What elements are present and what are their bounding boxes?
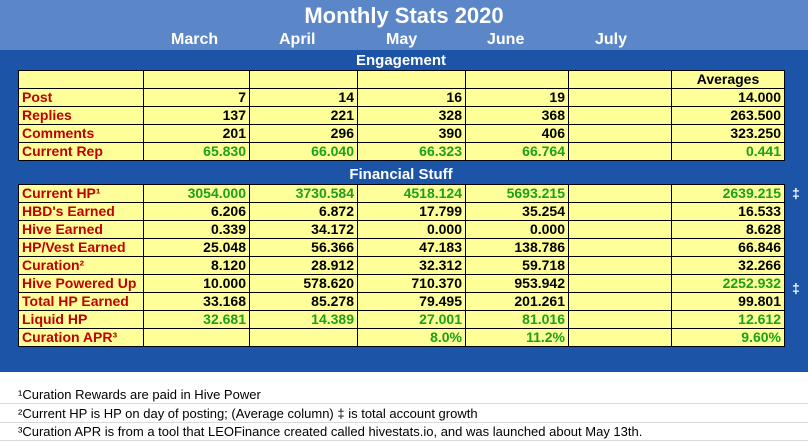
value-cell: 296 <box>250 125 358 143</box>
month-header-april: April <box>279 31 316 48</box>
value-cell: 8.0% <box>358 329 466 347</box>
value-cell <box>569 221 672 239</box>
value-cell: 4518.124 <box>358 185 466 203</box>
value-cell: 16 <box>358 89 466 107</box>
footnotes <box>0 372 808 442</box>
value-cell: 0.000 <box>466 221 569 239</box>
averages-header: Averages <box>672 71 785 89</box>
value-cell: 323.250 <box>672 125 785 143</box>
value-cell: 137 <box>144 107 250 125</box>
value-cell: 10.000 <box>144 275 250 293</box>
value-cell: 6.206 <box>144 203 250 221</box>
value-cell: 27.001 <box>358 311 466 329</box>
empty-cell <box>358 71 466 89</box>
empty-cell <box>250 71 358 89</box>
value-cell: 81.016 <box>466 311 569 329</box>
empty-cell <box>19 71 144 89</box>
value-cell: 2639.215 <box>672 185 785 203</box>
value-cell: 263.500 <box>672 107 785 125</box>
value-cell: 66.764 <box>466 143 569 161</box>
value-cell: 33.168 <box>144 293 250 311</box>
row-label: Hive Earned <box>19 221 144 239</box>
table-row <box>19 89 785 107</box>
value-cell: 3054.000 <box>144 185 250 203</box>
value-cell: 14.389 <box>250 311 358 329</box>
value-cell <box>569 203 672 221</box>
value-cell <box>569 89 672 107</box>
footnote-1: ¹Curation Rewards are paid in Hive Power <box>0 386 808 404</box>
value-cell: 16.533 <box>672 203 785 221</box>
table-row <box>19 143 785 161</box>
value-cell: 25.048 <box>144 239 250 257</box>
value-cell: 201.261 <box>466 293 569 311</box>
value-cell: 99.801 <box>672 293 785 311</box>
value-cell: 14.000 <box>672 89 785 107</box>
value-cell: 0.000 <box>358 221 466 239</box>
table-row <box>19 203 785 221</box>
row-label: Replies <box>19 107 144 125</box>
value-cell: 5693.215 <box>466 185 569 203</box>
value-cell <box>569 239 672 257</box>
value-cell: 59.718 <box>466 257 569 275</box>
value-cell: 85.278 <box>250 293 358 311</box>
table-header-row <box>19 71 785 89</box>
table-row <box>19 329 785 347</box>
row-label: Curation² <box>19 257 144 275</box>
value-cell: 66.040 <box>250 143 358 161</box>
row-label: Current HP¹ <box>19 185 144 203</box>
section-header-engagement: Engagement <box>18 51 784 70</box>
table-row <box>19 125 785 143</box>
row-label: Hive Powered Up <box>19 275 144 293</box>
value-cell: 0.339 <box>144 221 250 239</box>
value-cell: 6.872 <box>250 203 358 221</box>
value-cell: 8.628 <box>672 221 785 239</box>
value-cell: 56.366 <box>250 239 358 257</box>
row-label: Current Rep <box>19 143 144 161</box>
value-cell <box>569 185 672 203</box>
page-title: Monthly Stats 2020 <box>304 3 504 28</box>
value-cell: 12.612 <box>672 311 785 329</box>
value-cell: 2252.932 <box>672 275 785 293</box>
value-cell: 406 <box>466 125 569 143</box>
value-cell: 0.441 <box>672 143 785 161</box>
value-cell <box>569 143 672 161</box>
value-cell: 710.370 <box>358 275 466 293</box>
value-cell: 35.254 <box>466 203 569 221</box>
growth-marker: ‡ <box>792 185 800 201</box>
financial-table <box>18 184 785 347</box>
value-cell: 3730.584 <box>250 185 358 203</box>
table-row <box>19 221 785 239</box>
row-label: HBD's Earned <box>19 203 144 221</box>
value-cell: 138.786 <box>466 239 569 257</box>
value-cell: 17.799 <box>358 203 466 221</box>
value-cell <box>569 293 672 311</box>
table-row <box>19 185 785 203</box>
table-row <box>19 293 785 311</box>
empty-cell <box>144 71 250 89</box>
value-cell: 32.681 <box>144 311 250 329</box>
table-row <box>19 257 785 275</box>
value-cell: 953.942 <box>466 275 569 293</box>
month-header-june: June <box>487 31 525 48</box>
value-cell: 47.183 <box>358 239 466 257</box>
value-cell <box>569 311 672 329</box>
value-cell <box>569 125 672 143</box>
value-cell: 28.912 <box>250 257 358 275</box>
row-label: HP/Vest Earned <box>19 239 144 257</box>
value-cell: 221 <box>250 107 358 125</box>
table-row <box>19 239 785 257</box>
engagement-table <box>18 70 785 161</box>
value-cell: 79.495 <box>358 293 466 311</box>
month-header-july: July <box>595 31 628 48</box>
stats-panel <box>0 50 808 372</box>
value-cell: 7 <box>144 89 250 107</box>
value-cell: 328 <box>358 107 466 125</box>
table-row <box>19 275 785 293</box>
value-cell: 14 <box>250 89 358 107</box>
value-cell <box>569 329 672 347</box>
value-cell: 19 <box>466 89 569 107</box>
value-cell: 201 <box>144 125 250 143</box>
value-cell <box>569 275 672 293</box>
row-label: Post <box>19 89 144 107</box>
value-cell: 368 <box>466 107 569 125</box>
row-label: Total HP Earned <box>19 293 144 311</box>
value-cell: 32.312 <box>358 257 466 275</box>
empty-cell <box>466 71 569 89</box>
value-cell <box>569 257 672 275</box>
table-row <box>19 311 785 329</box>
value-cell <box>250 329 358 347</box>
value-cell: 32.266 <box>672 257 785 275</box>
month-header-march: March <box>171 31 219 48</box>
value-cell: 66.846 <box>672 239 785 257</box>
row-label: Liquid HP <box>19 311 144 329</box>
value-cell: 34.172 <box>250 221 358 239</box>
value-cell: 66.323 <box>358 143 466 161</box>
value-cell: 390 <box>358 125 466 143</box>
value-cell: 65.830 <box>144 143 250 161</box>
growth-marker: ‡ <box>792 280 800 296</box>
footnote-2: ²Current HP is HP on day of posting; (Average column) ‡ is total account growth <box>0 405 808 423</box>
month-header-may: May <box>386 31 418 48</box>
row-label: Comments <box>19 125 144 143</box>
value-cell: 9.60% <box>672 329 785 347</box>
value-cell: 578.620 <box>250 275 358 293</box>
table-row <box>19 107 785 125</box>
value-cell: 11.2% <box>466 329 569 347</box>
row-label: Curation APR³ <box>19 329 144 347</box>
footnote-3: ³Curation APR is from a tool that LEOFinance created called hivestats.io, and was launched about May 13th. <box>0 423 808 441</box>
empty-cell <box>569 71 672 89</box>
value-cell <box>569 107 672 125</box>
value-cell: 8.120 <box>144 257 250 275</box>
section-header-financial: Financial Stuff <box>18 165 784 184</box>
value-cell <box>144 329 250 347</box>
